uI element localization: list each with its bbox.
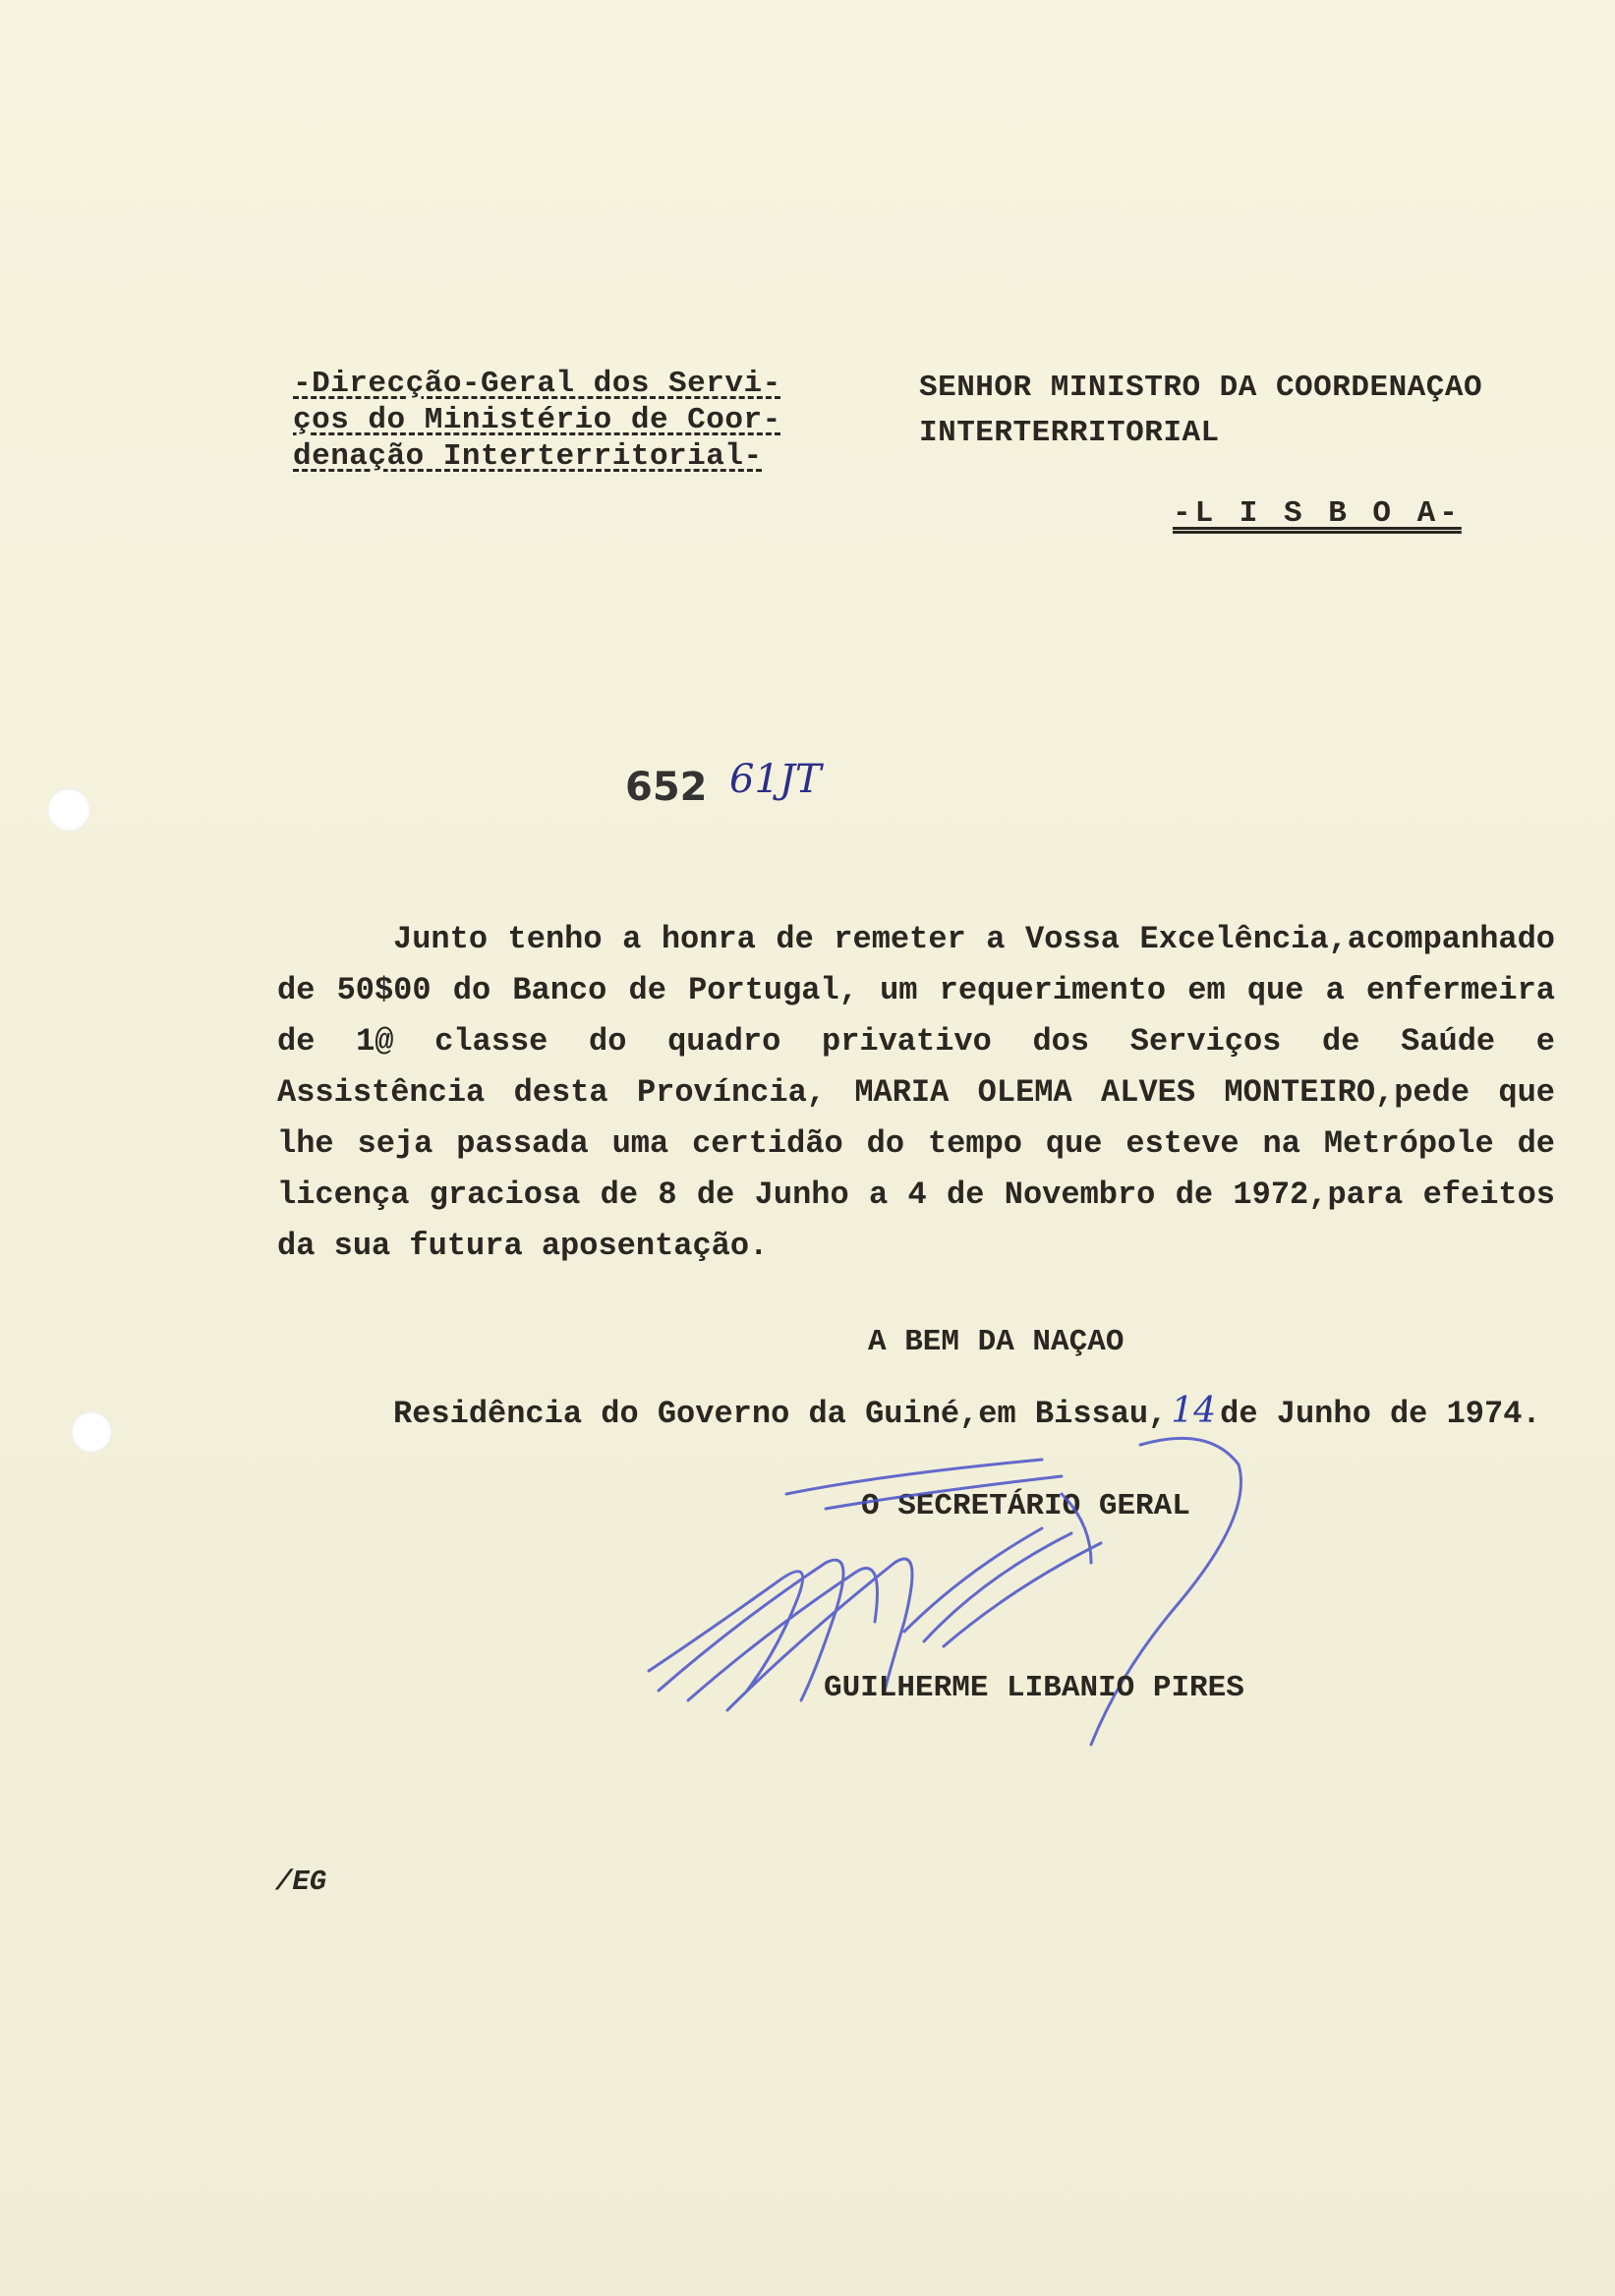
sender-line: denação Interterritorial- [293, 439, 763, 474]
addressee-line-2: INTERTERRITORIAL [919, 416, 1220, 450]
addressee-block [919, 366, 1482, 456]
signatory-name: GUILHERME LIBANIO PIRES [824, 1671, 1244, 1705]
body-paragraph: Junto tenho a honra de remeter a Vossa Excelência,acompanhado de 50$00 do Banco de Portugal, um requerimento em que a enfermeira de 1@ classe do quadro privativo dos Serviços de Saúde e Assistência desta Província, MARIA OLEMA ALVES MONTEIRO,pede que lhe seja passada uma certidão do tempo que esteve na Metrópole de licença graciosa de 8 de Junho a 4 de Novembro de 1972,para efeitos da sua futura aposentação. [277, 921, 1555, 1264]
handwritten-day: 14 [1171, 1391, 1217, 1431]
addressee-line-1: SENHOR MINISTRO DA COORDENAÇAO [919, 371, 1483, 405]
reference-number: 652 [625, 765, 708, 810]
place-prefix: Residência do Governo da Guiné,em Bissau, [393, 1396, 1168, 1432]
punch-hole [71, 1411, 112, 1453]
sender-line: -Direcção-Geral dos Servi- [293, 367, 781, 401]
sender-block [293, 366, 781, 475]
punch-hole [47, 788, 90, 832]
letter-body [277, 914, 1555, 1272]
signature-scrawl [629, 1406, 1376, 1779]
addressee-city: -L I S B O A- [1173, 496, 1462, 531]
sender-line: ços do Ministério de Coor- [293, 403, 781, 437]
signatory-role: O SECRETÁRIO GERAL [861, 1489, 1190, 1523]
place-suffix: de Junho de 1974. [1220, 1396, 1541, 1432]
reference-handwritten: 61JT [729, 757, 822, 802]
closing-motto: A BEM DA NAÇAO [868, 1325, 1125, 1359]
typist-initials: /EG [275, 1866, 327, 1898]
